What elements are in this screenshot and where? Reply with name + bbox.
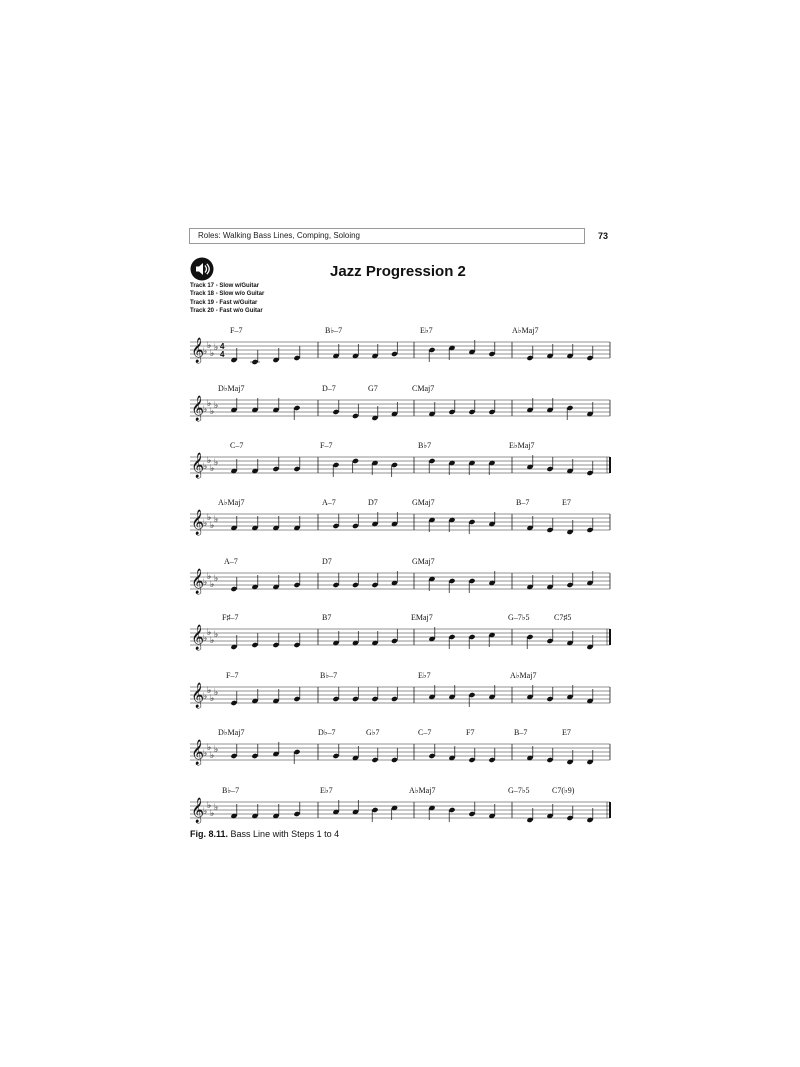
chord-symbol: GMaj7: [412, 557, 435, 566]
chord-symbol: A♭Maj7: [510, 671, 537, 680]
key-signature-flat: ♭: [207, 341, 212, 351]
key-signature-flat: ♭: [210, 580, 215, 590]
key-signature-flat: ♭: [214, 630, 219, 640]
chord-symbol: A♭Maj7: [512, 326, 539, 335]
chord-symbol: D7: [322, 557, 332, 566]
track-item: Track 17 - Slow w/Guitar: [190, 283, 260, 289]
key-signature-flat: ♭: [203, 519, 208, 529]
key-signature-flat: ♭: [207, 572, 212, 582]
key-signature-flat: ♭: [214, 574, 219, 584]
track-item: Track 18 - Slow w/o Guitar: [190, 291, 265, 298]
page-title: Jazz Progression 2: [330, 263, 466, 280]
time-signature-bottom: 4: [220, 350, 225, 359]
key-signature-flat: ♭: [210, 751, 215, 761]
key-signature-flat: ♭: [203, 692, 208, 702]
key-signature-flat: ♭: [214, 688, 219, 698]
chord-symbol: B–7: [516, 498, 530, 507]
treble-clef-icon: 𝄞: [191, 453, 205, 478]
key-signature-flat: ♭: [214, 515, 219, 525]
treble-clef-icon: 𝄞: [191, 740, 205, 765]
treble-clef-icon: 𝄞: [191, 625, 205, 650]
key-signature-flat: ♭: [210, 521, 215, 531]
key-signature-flat: ♭: [207, 399, 212, 409]
chord-symbol: CMaj7: [412, 384, 435, 393]
treble-clef-icon: 𝄞: [191, 683, 205, 708]
running-head: Roles: Walking Bass Lines, Comping, Soloing: [198, 231, 361, 240]
key-signature-flat: ♭: [210, 809, 215, 819]
chord-symbol: A–7: [322, 498, 336, 507]
time-signature-top: 4: [220, 342, 225, 351]
key-signature-flat: ♭: [203, 807, 208, 817]
key-signature-flat: ♭: [210, 407, 215, 417]
chord-symbol: G–7♭5: [508, 786, 530, 795]
key-signature-flat: ♭: [203, 749, 208, 759]
key-signature-flat: ♭: [214, 458, 219, 468]
chord-symbol: D♭Maj7: [218, 728, 245, 737]
page-number: 73: [598, 231, 609, 241]
track-item: Track 19 - Fast w/Guitar: [190, 299, 258, 306]
chord-symbol: B7: [322, 613, 332, 622]
treble-clef-icon: 𝄞: [191, 338, 205, 363]
chord-symbol: B♭–7: [222, 786, 240, 795]
chord-symbol: E♭7: [420, 326, 433, 335]
chord-symbol: D♭Maj7: [218, 384, 245, 393]
figure-caption-text: Bass Line with Steps 1 to 4: [230, 829, 340, 839]
key-signature-flat: ♭: [203, 462, 208, 472]
key-signature-flat: ♭: [207, 513, 212, 523]
key-signature-flat: ♭: [203, 578, 208, 588]
chord-symbol: GMaj7: [412, 498, 435, 507]
chord-symbol: F–7: [230, 326, 243, 335]
key-signature-flat: ♭: [214, 803, 219, 813]
key-signature-flat: ♭: [203, 347, 208, 357]
chord-symbol: C–7: [230, 441, 244, 450]
chord-symbol: G7: [368, 384, 378, 393]
chord-symbol: B♭7: [418, 441, 432, 450]
key-signature-flat: ♭: [210, 694, 215, 704]
chord-symbol: D–7: [322, 384, 336, 393]
chord-symbol: F–7: [226, 671, 239, 680]
key-signature-flat: ♭: [210, 464, 215, 474]
key-signature-flat: ♭: [214, 401, 219, 411]
chord-symbol: B♭–7: [325, 326, 343, 335]
chord-symbol: E7: [562, 728, 571, 737]
chord-symbol: A–7: [224, 557, 238, 566]
chord-symbol: E♭7: [418, 671, 431, 680]
treble-clef-icon: 𝄞: [191, 569, 205, 594]
treble-clef-icon: 𝄞: [191, 396, 205, 421]
key-signature-flat: ♭: [203, 634, 208, 644]
chord-symbol: B♭–7: [320, 671, 338, 680]
figure-label: Fig. 8.11.: [190, 829, 229, 839]
treble-clef-icon: 𝄞: [191, 798, 205, 823]
chord-symbol: A♭Maj7: [218, 498, 245, 507]
key-signature-flat: ♭: [214, 745, 219, 755]
chord-symbol: EMaj7: [411, 613, 433, 622]
chord-symbol: E♭Maj7: [509, 441, 535, 450]
chord-symbol: A♭Maj7: [409, 786, 436, 795]
key-signature-flat: ♭: [214, 343, 219, 353]
chord-symbol: C7♯5: [554, 613, 572, 622]
chord-symbol: E7: [562, 498, 571, 507]
key-signature-flat: ♭: [207, 628, 212, 638]
chord-symbol: F7: [466, 728, 475, 737]
key-signature-flat: ♭: [207, 456, 212, 466]
key-signature-flat: ♭: [210, 349, 215, 359]
key-signature-flat: ♭: [207, 801, 212, 811]
chord-symbol: E♭7: [320, 786, 333, 795]
treble-clef-icon: 𝄞: [191, 510, 205, 535]
chord-symbol: G–7♭5: [508, 613, 530, 622]
key-signature-flat: ♭: [210, 636, 215, 646]
track-item: Track 20 - Fast w/o Guitar: [190, 307, 263, 314]
chord-symbol: D♭–7: [318, 728, 336, 737]
chord-symbol: F–7: [320, 441, 333, 450]
key-signature-flat: ♭: [203, 405, 208, 415]
figure-caption: [190, 829, 339, 839]
chord-symbol: D7: [368, 498, 378, 507]
chord-symbol: G♭7: [366, 728, 380, 737]
key-signature-flat: ♭: [207, 686, 212, 696]
chord-symbol: B–7: [514, 728, 528, 737]
chord-symbol: C–7: [418, 728, 432, 737]
key-signature-flat: ♭: [207, 743, 212, 753]
chord-symbol: F♯–7: [222, 613, 239, 622]
chord-symbol: C7(♭9): [552, 786, 575, 795]
